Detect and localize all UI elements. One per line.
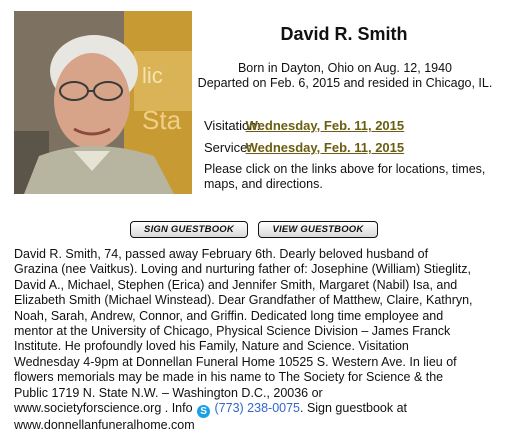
visitation-row [204,118,404,133]
visitation-label: Visitation: [204,118,261,133]
phone-link[interactable]: (773) 238-0075 [214,401,300,416]
obituary-line: Public 1719 N. State N.W. – Washington D.C., 20036 or [14,385,323,400]
website-text: www.societyforscience.org . Info [14,401,197,416]
svg-text:lic: lic [142,63,163,88]
service-row [204,140,404,155]
birth-info: Born in Dayton, Ohio on Aug. 12, 1940 [237,61,453,75]
obituary-line: flowers memorials may be made in his name to The Society for Science & the [14,370,444,385]
obituary-line: Elizabeth Smith (Michael Winstead). Dear Grandfather of Matthew, Claire, Kathryn, [14,293,473,308]
obituary-line: mentor at the University of Chicago, Physical Science Division – James Franck [14,324,451,339]
svg-text:Sta: Sta [142,105,182,135]
service-label: Service: [204,140,251,155]
obituary-text [14,247,500,433]
obituary-line: Noah, Sarah, Andrew, Connor, and Griffin. Dedicated long time employee and [14,308,444,323]
skype-icon[interactable]: S [197,405,210,418]
guestbook-text: . Sign guestbook at [300,401,408,416]
departure-info: Departed on Feb. 6, 2015 and resided in Chicago, IL. [197,76,493,90]
life-dates [190,61,500,91]
visitation-link[interactable]: Wednesday, Feb. 11, 2015 [245,118,405,133]
funeral-home-url: www.donnellanfuneralhome.com [14,418,195,433]
obituary-contact-line [14,401,500,418]
obituary-line: Institute. He profoundly loved his Family, Nature and Science. Visitation [14,339,409,354]
obituary-line: Grazina (nee Vaitkus). Loving and nurturing father of: Josephine (William) Stieglitz, [14,262,471,277]
sign-guestbook-button[interactable]: SIGN GUESTBOOK [130,221,248,238]
portrait-photo [14,11,192,194]
obituary-line: David A., Michael, Stephen (Erica) and Jennifer Smith, Margaret (Nabil) Isa, and [14,277,458,292]
view-guestbook-button[interactable]: VIEW GUESTBOOK [258,221,378,238]
person-name: David R. Smith [280,24,408,44]
obituary-line: David R. Smith, 74, passed away February 6th. Dearly beloved husband of [14,247,429,261]
service-link[interactable]: Wednesday, Feb. 11, 2015 [245,140,405,155]
directions-note: Please click on the links above for locations, times, maps, and directions. [204,162,486,191]
obituary-line: Wednesday 4-9pm at Donnellan Funeral Home 10525 S. Western Ave. In lieu of [14,354,457,369]
